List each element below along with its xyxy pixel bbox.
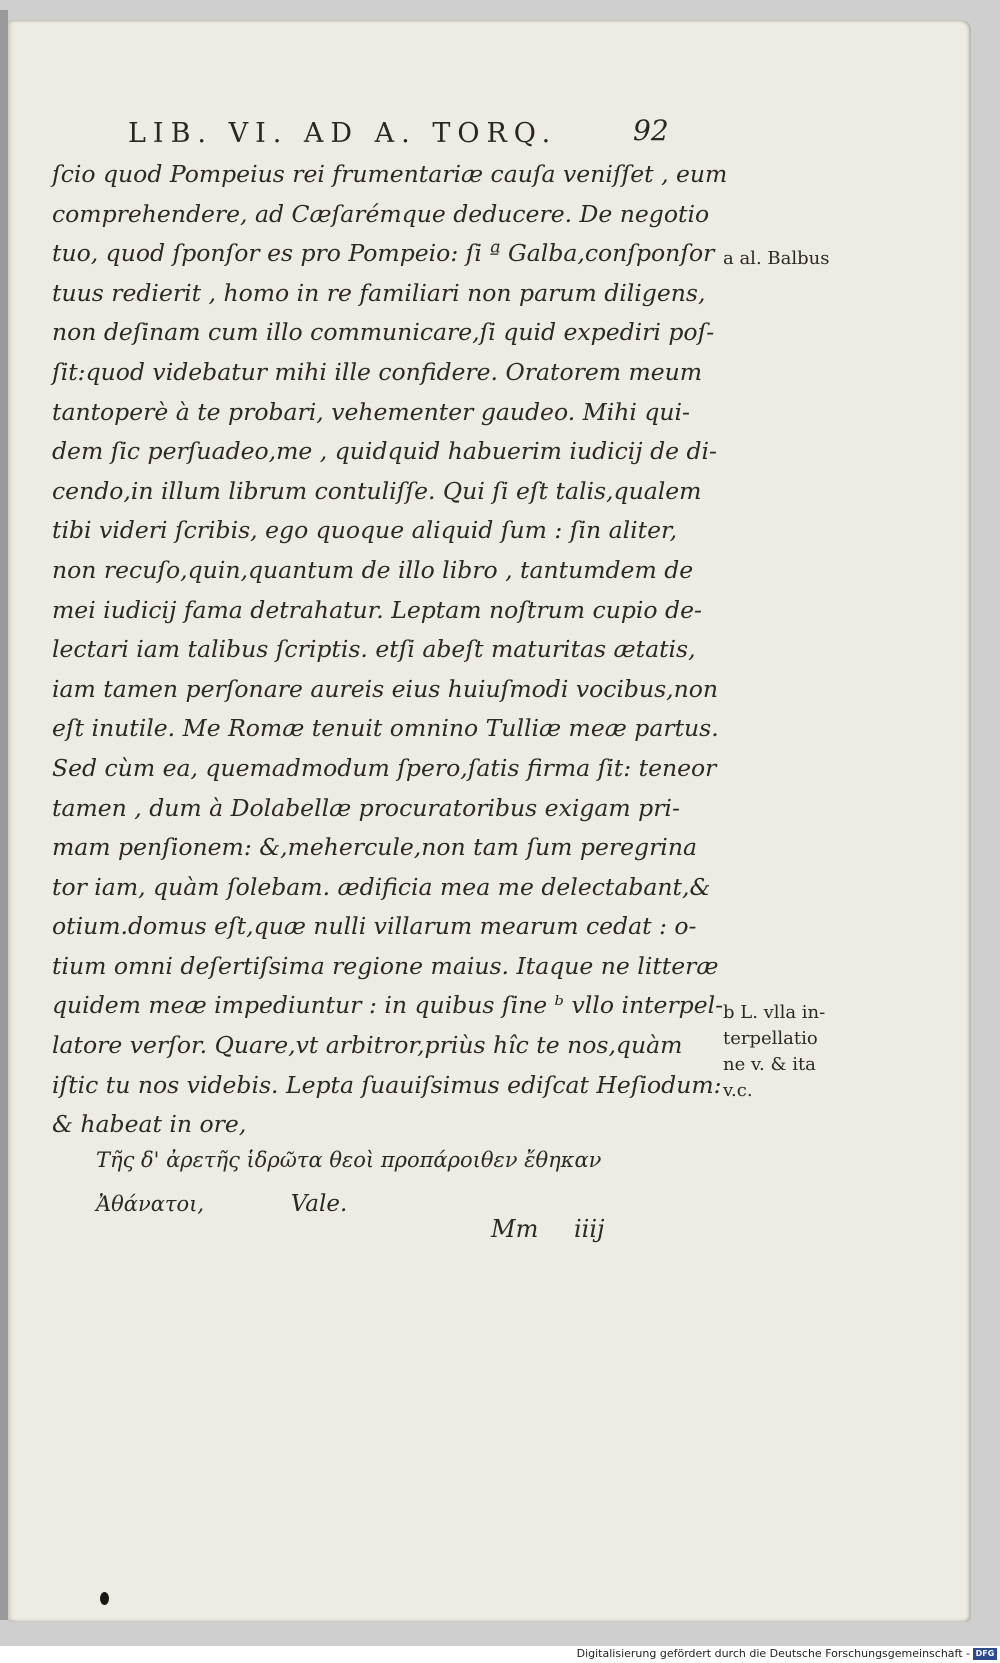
text-line: quidem meæ impediuntur : in quibus ſine ᵇ vllo interpel- xyxy=(52,991,724,1020)
text-line: tantoperè à te probari, vehementer gaudeo. Mihi qui- xyxy=(52,397,690,426)
text-line: non recuſo,quin,quantum de illo libro , tantumdem de xyxy=(52,555,694,584)
margin-note-line: b L. vlla in- xyxy=(723,1002,826,1023)
greek-verse-end-line xyxy=(96,1182,696,1226)
text-line: tibi videri ſcribis, ego quoque aliquid ſum : ſin aliter, xyxy=(52,516,678,545)
margin-note-line: v.c. xyxy=(723,1080,753,1101)
text-line: ſit:quod videbatur mihi ille confidere. Oratorem meum xyxy=(52,357,703,386)
text-line: lectari iam talibus ſcriptis. etſi abeſt maturitas ætatis, xyxy=(52,635,696,664)
book-page xyxy=(8,20,971,1622)
text-line: non deſinam cum illo communicare,ſi quid expediri poſ- xyxy=(52,318,715,347)
text-line: iſtic tu nos videbis. Lepta ſuauiſsimus ediſcat Heſiodum: xyxy=(52,1070,722,1099)
text-line: dem ſic perſuadeo,me , quidquid habuerim iudicij de di- xyxy=(52,437,717,466)
text-line: eſt inutile. Me Romæ tenuit omnino Tulliæ meæ partus. xyxy=(52,714,719,743)
text-line: Sed cùm ea, quemadmodum ſpero,ſatis firma ſit: teneor xyxy=(52,753,717,782)
margin-note-b xyxy=(723,1000,825,1104)
text-line: latore verſor. Quare,vt arbitror,priùs hîc te nos,quàm xyxy=(52,1031,683,1060)
text-line: cendo,in illum librum contuliſſe. Qui ſi eſt talis,qualem xyxy=(52,476,702,505)
footer-credit: Digitalisierung gefördert durch die Deutsche Forschungsgemeinschaft - xyxy=(576,1647,970,1660)
greek-quotation xyxy=(96,1138,696,1226)
text-line: tuus redierit , homo in re familiari non parum diligens, xyxy=(52,278,706,307)
greek-verse-end: Ἀθάνατοι, xyxy=(96,1192,205,1216)
margin-note-line: ne v. & ita xyxy=(723,1054,816,1075)
text-line: mei iudicij fama detrahatur. Leptam noſtrum cupio de- xyxy=(52,595,702,624)
page-edge-shadow xyxy=(0,10,8,1620)
body-text xyxy=(52,155,728,1145)
margin-note-a: a al. Balbus xyxy=(723,248,830,269)
closing-vale: Vale. xyxy=(290,1191,348,1217)
text-line: comprehendere, ad Cæſarémque deducere. De negotio xyxy=(52,199,710,228)
signature-mark: Mm iiij xyxy=(491,1215,605,1243)
ink-spot xyxy=(100,1592,109,1605)
text-line: tuo, quod ſponſor es pro Pompeio: ſi ª Galba,conſponſor xyxy=(52,239,715,268)
greek-verse-line: Τῆς δ' ἀρετῆς ἱδρῶτα θεοὶ προπάροιθεν ἔθηκαν xyxy=(96,1148,602,1172)
text-line: tamen , dum à Dolabellæ procuratoribus exigam pri- xyxy=(52,793,680,822)
margin-note-line: terpellatio xyxy=(723,1028,818,1049)
running-head: LIB. VI. AD A. TORQ. xyxy=(128,118,558,149)
text-line: ſcio quod Pompeius rei frumentariæ cauſa veniſſet , eum xyxy=(52,160,728,188)
text-line: tium omni deſertiſsima regione maius. Itaque ne litteræ xyxy=(52,951,719,980)
text-line: iam tamen perſonare aureis eius huiuſmodi vocibus,non xyxy=(52,674,719,703)
text-line: mam penſionem: &,mehercule,non tam ſum peregrina xyxy=(52,833,697,862)
text-line: tor iam, quàm ſolebam. ædificia mea me delectabant,& xyxy=(52,872,711,901)
dfg-logo: DFG xyxy=(973,1648,997,1660)
text-line: otium.domus eſt,quæ nulli villarum mearum cedat : o- xyxy=(52,912,697,941)
text-line: & habeat in ore, xyxy=(52,1110,247,1139)
page-number: 92 xyxy=(633,114,669,147)
